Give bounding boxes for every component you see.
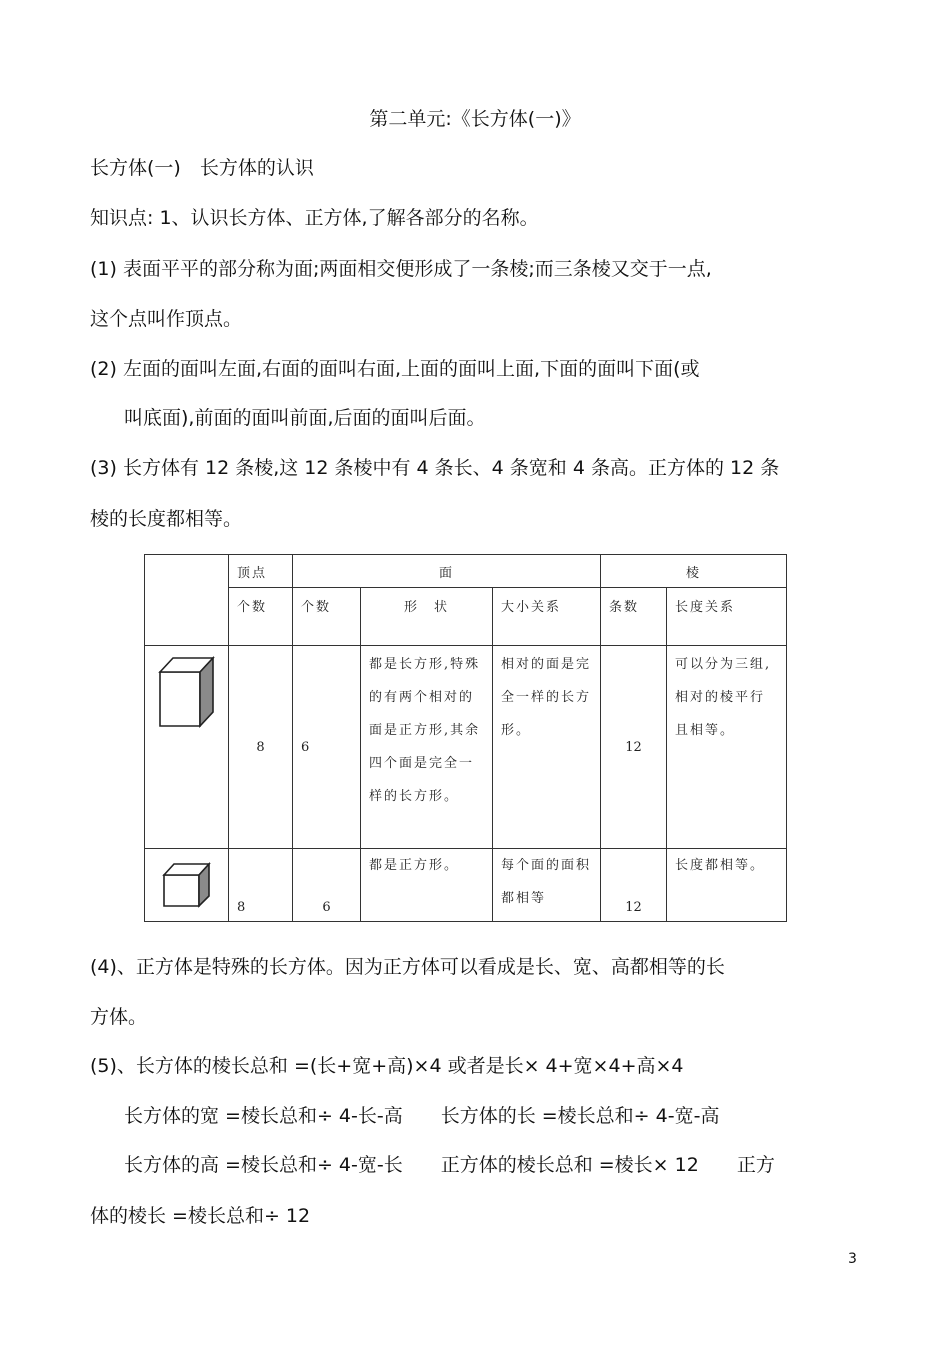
- paragraph-5: (5)、长方体的棱长总和 =(长+宽+高)×4 或者是长× 4+宽×4+高×4: [90, 1055, 684, 1077]
- table-row: [145, 646, 787, 849]
- cube-edges: 12: [601, 849, 667, 922]
- cuboid-edge-length: 可以分为三组,相对的棱平行且相等。: [675, 657, 772, 738]
- cube-edge-length: 长度都相等。: [675, 858, 766, 873]
- formula-height-cube: 长方体的高 =棱长总和÷ 4-宽-长 正方体的棱长总和 =棱长× 12 正方: [124, 1154, 775, 1176]
- header-edge: 棱: [601, 555, 787, 588]
- cuboid-icon: [145, 646, 229, 849]
- paragraph-1-cont: 这个点叫作顶点。: [90, 308, 243, 330]
- paragraph-3: (3) 长方体有 12 条棱,这 12 条棱中有 4 条长、4 条宽和 4 条高。正方体的 12 条: [90, 457, 780, 479]
- header-vertex: 顶点: [229, 555, 293, 588]
- table-row: [145, 849, 787, 922]
- cuboid-faces: 6: [293, 646, 361, 849]
- header-face-shape: 形 状: [361, 588, 493, 646]
- paragraph-4-cont: 方体。: [90, 1006, 148, 1028]
- formula-width-length: 长方体的宽 =棱长总和÷ 4-长-高 长方体的长 =棱长总和÷ 4-宽-高: [124, 1105, 720, 1127]
- header-edge-length: 长度关系: [667, 588, 787, 646]
- cuboid-face-shape: 都是长方形,特殊的有两个相对的面是正方形,其余四个面是完全一样的长方形。: [369, 657, 481, 804]
- header-vertex-count: 个数: [229, 588, 293, 646]
- section-heading: 长方体(一) 长方体的认识: [90, 157, 314, 179]
- properties-table-container: [144, 554, 786, 921]
- cube-face-size: 每个面的面积都相等: [501, 858, 592, 906]
- header-face-count: 个数: [293, 588, 361, 646]
- table-corner-cell: [145, 555, 229, 646]
- page-title: 第二单元:《长方体(一)》: [369, 108, 581, 130]
- cuboid-edges: 12: [601, 646, 667, 849]
- paragraph-1: (1) 表面平平的部分称为面;两面相交便形成了一条棱;而三条棱又交于一点,: [90, 258, 712, 280]
- cuboid-vertices: 8: [229, 646, 293, 849]
- header-face-size: 大小关系: [493, 588, 601, 646]
- formula-cube-edge: 体的棱长 =棱长总和÷ 12: [90, 1205, 311, 1227]
- cube-vertices: 8: [229, 849, 293, 922]
- header-edge-count: 条数: [601, 588, 667, 646]
- knowledge-point: 知识点: 1、认识长方体、正方体,了解各部分的名称。: [90, 207, 539, 229]
- properties-table: [144, 554, 787, 922]
- page-number: 3: [848, 1251, 857, 1267]
- paragraph-3-cont: 棱的长度都相等。: [90, 508, 243, 530]
- cube-face-shape: 都是正方形。: [369, 858, 460, 873]
- cube-faces: 6: [293, 849, 361, 922]
- header-face: 面: [293, 555, 601, 588]
- cube-icon: [145, 849, 229, 922]
- cuboid-face-size: 相对的面是完全一样的长方形。: [501, 657, 592, 738]
- paragraph-2-cont: 叫底面),前面的面叫前面,后面的面叫后面。: [124, 407, 486, 429]
- paragraph-2: (2) 左面的面叫左面,右面的面叫右面,上面的面叫上面,下面的面叫下面(或: [90, 358, 700, 380]
- paragraph-4: (4)、正方体是特殊的长方体。因为正方体可以看成是长、宽、高都相等的长: [90, 956, 725, 978]
